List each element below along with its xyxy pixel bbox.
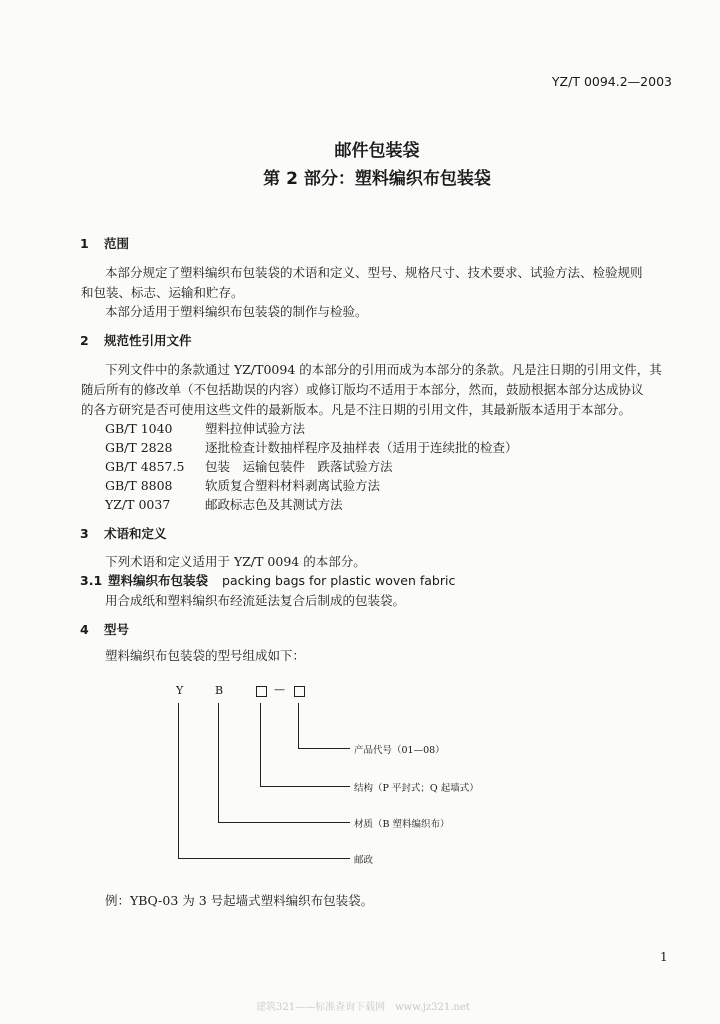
ref-item [105,438,518,458]
diagram-line [298,748,350,749]
standard-number: YZ/T 0094.2—2003 [551,74,672,89]
diagram-label-material: 材质（B 塑料编织布） [354,819,450,830]
watermark: 建筑321——标准查询下载网 www.jz321.net [256,1002,470,1013]
diagram-line [178,703,179,859]
diagram-line [298,703,299,749]
s4-intro: 塑料编织布包装袋的型号组成如下： [105,648,306,663]
diagram-label-postal: 邮政 [354,855,374,866]
section-3-heading: 3 术语和定义 [80,526,167,541]
title-line-1: 邮件包装袋 [334,141,420,161]
s4-example: 例：YBQ-03 为 3 号起墙式塑料编织布包装袋。 [105,893,374,908]
ref-code: YZ/T 0037 [105,497,171,512]
diagram-line [218,822,350,823]
s2-para-line1: 下列文件中的条款通过 YZ/T0094 的本部分的引用而成为本部分的条款。凡是注日期的引用文件，其 [105,362,662,377]
s1-para2: 本部分适用于塑料编织布包装袋的制作与检验。 [105,304,368,319]
ref-item [105,495,343,515]
ref-title: 逐批检查计数抽样程序及抽样表（适用于连续批的检查） [205,440,518,455]
ref-title: 邮政标志色及其测试方法 [205,497,343,512]
term-number: 3.1 [80,573,103,588]
ref-title: 塑料拉伸试验方法 [205,421,306,436]
section-4-heading: 4 型号 [80,622,130,637]
diagram-line [260,703,261,787]
term-cn: 塑料编织布包装袋 [108,573,209,588]
s3-definition: 用合成纸和塑料编织布经流延法复合后制成的包装袋。 [105,593,406,608]
diagram-box-structure [256,686,267,697]
ref-code: GB/T 4857.5 [105,459,185,474]
title-line-2: 第 2 部分：塑料编织布包装袋 [263,169,491,189]
page-number: 1 [660,950,668,964]
diagram-dash: — [274,683,285,696]
ref-code: GB/T 8808 [105,478,173,493]
diagram-char-b: B [215,684,224,697]
ref-item [105,419,305,439]
diagram-char-y: Y [176,684,184,697]
section-1-heading: 1 范围 [80,236,130,251]
diagram-box-product [294,686,305,697]
diagram-line [178,858,350,859]
diagram-label-product: 产品代号（01—08） [354,745,445,756]
s2-para-line2: 随后所有的修改单（不包括勘误的内容）或修订版均不适用于本部分，然而，鼓励根据本部分达成协议 [81,382,644,397]
section-2-heading: 2 规范性引用文件 [80,333,192,348]
ref-code: GB/T 2828 [105,440,173,455]
s3-term [80,571,455,591]
ref-title: 软质复合塑料材料剥离试验方法 [205,478,381,493]
ref-title: 包装 运输包装件 跌落试验方法 [205,459,393,474]
term-en: packing bags for plastic woven fabric [222,573,456,588]
ref-item [105,476,380,496]
diagram-line [260,786,350,787]
ref-code: GB/T 1040 [105,421,173,436]
ref-item [105,457,393,477]
s3-intro: 下列术语和定义适用于 YZ/T 0094 的本部分。 [105,554,366,569]
diagram-line [218,703,219,823]
diagram-label-structure: 结构（P 平封式；Q 起墙式） [354,783,479,794]
s2-para-line3: 的各方研究是否可使用这些文件的最新版本。凡是不注日期的引用文件，其最新版本适用于本部分。 [81,402,632,417]
s1-para1-line1: 本部分规定了塑料编织布包装袋的术语和定义、型号、规格尺寸、技术要求、试验方法、检验规则 [105,265,643,280]
s1-para1-line2: 和包装、标志、运输和贮存。 [81,285,244,300]
